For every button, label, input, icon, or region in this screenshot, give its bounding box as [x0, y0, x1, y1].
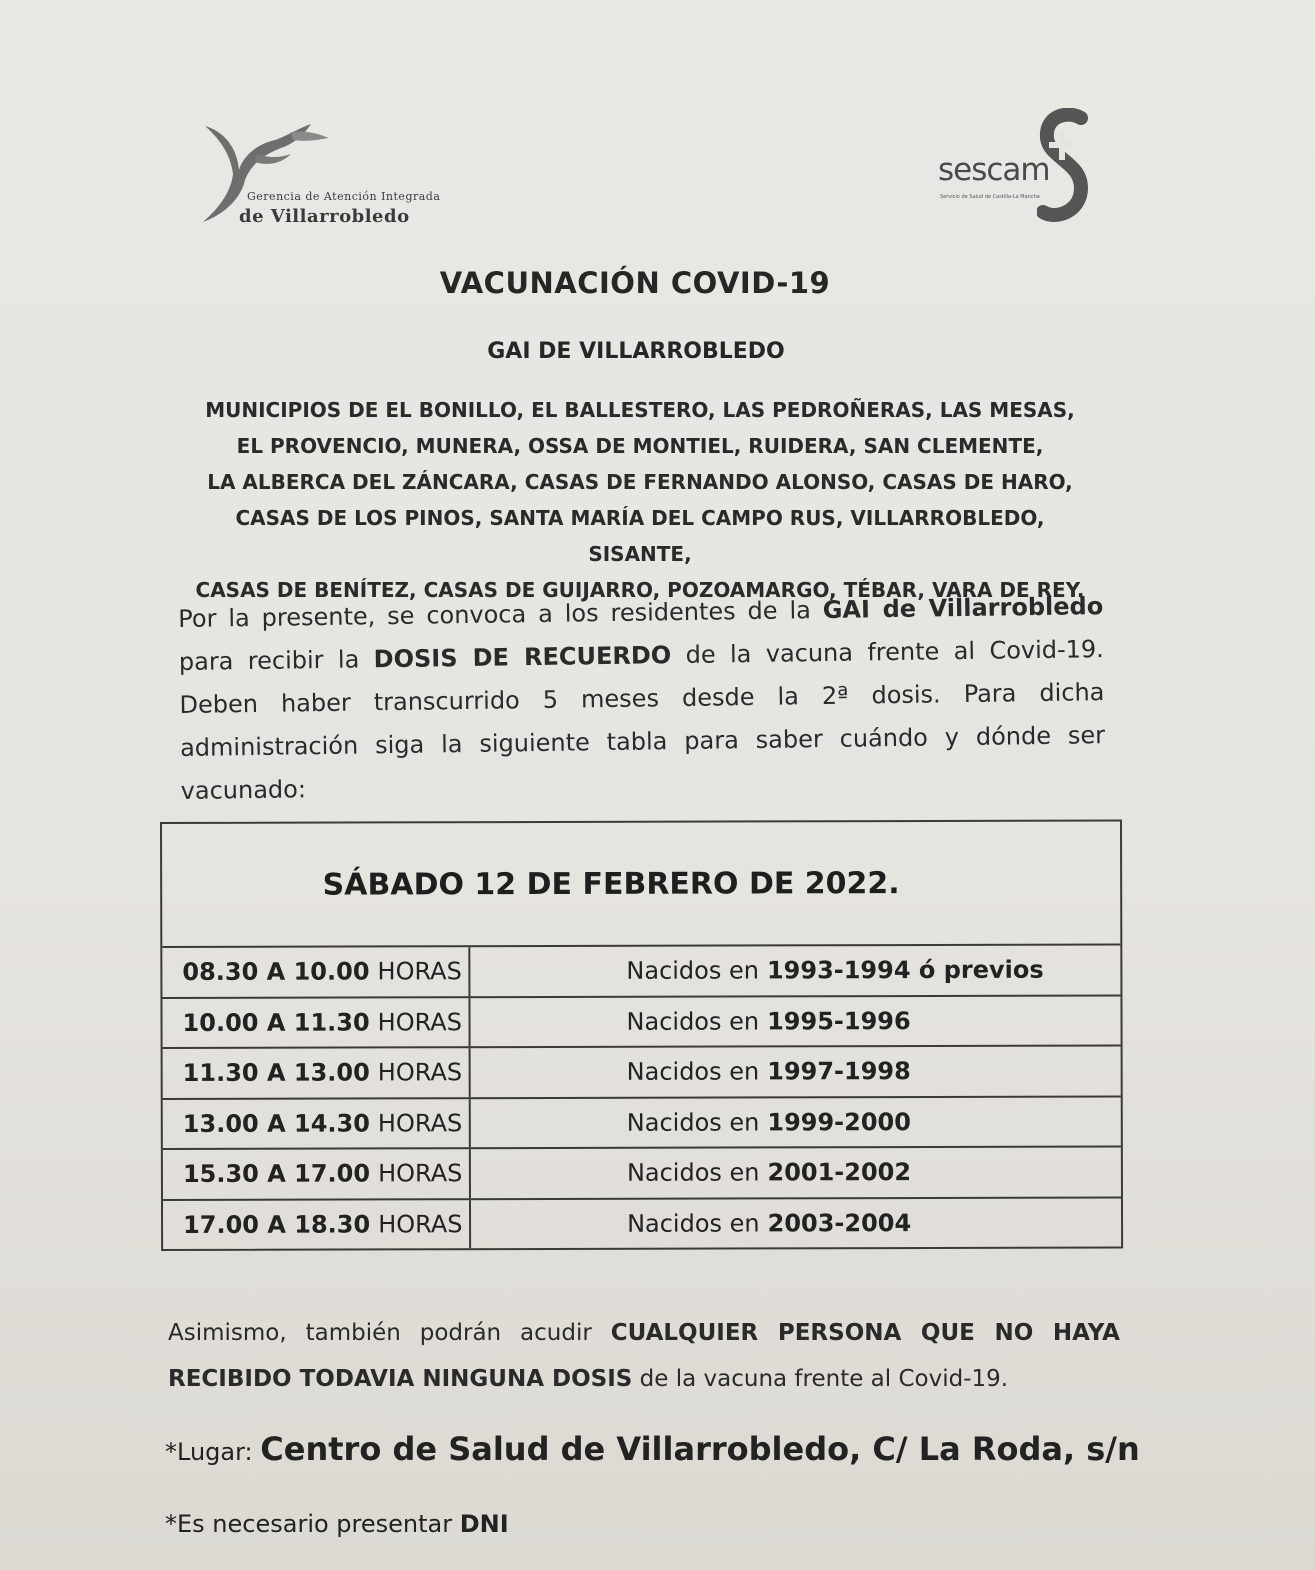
time-cell [163, 1149, 471, 1198]
birth-years: 2003-2004 [767, 1208, 912, 1238]
time-cell [162, 998, 470, 1047]
municipalities-line: CASAS DE BENÍTEZ, CASAS DE GUIJARRO, POZOAMARGO, TÉBAR, VARA DE REY. [195, 578, 1085, 602]
born-prefix: Nacidos en [626, 956, 759, 986]
birth-years: 1993-1994 ó previos [766, 955, 1044, 985]
municipalities-line: LA ALBERCA DEL ZÁNCARA, CASAS DE FERNANDO ALONSO, CASAS DE HARO, [207, 470, 1073, 494]
sescam-logo [935, 108, 1095, 228]
birth-years-cell [471, 1198, 1121, 1248]
also-text: Asimismo, también podrán acudir [168, 1320, 611, 1346]
intro-text: de la vacuna frente al Covid-19. Deben haber transcurrido 5 meses desde la 2ª dosis. Para dicha administración siga la siguiente tabla para saber cuándo y dónde ser vacunado: [179, 635, 1106, 805]
time-unit: HORAS [377, 957, 462, 986]
table-row [163, 1147, 1121, 1200]
also-text: de la vacuna frente al Covid-19. [632, 1366, 1009, 1392]
also-emphasis: CUALQUIER PERSONA QUE NO HAYA RECIBIDO TODAVIA NINGUNA DOSIS [168, 1320, 1120, 1392]
schedule-date: SÁBADO 12 DE FEBRERO DE 2022. [322, 865, 900, 903]
born-prefix: Nacidos en [626, 1057, 760, 1087]
time-range: 08.30 A 10.00 [182, 957, 370, 987]
location-line [165, 1430, 1140, 1468]
time-cell [163, 1048, 471, 1097]
gai-villarrobledo-logo [195, 118, 465, 233]
time-unit: HORAS [377, 1108, 463, 1138]
time-cell [162, 947, 470, 996]
municipalities-line: MUNICIPIOS DE EL BONILLO, EL BALLESTERO, LAS PEDROÑERAS, LAS MESAS, [205, 398, 1075, 422]
time-range: 17.00 A 18.30 [183, 1210, 371, 1239]
municipalities-list [195, 392, 1085, 608]
municipalities-line: CASAS DE LOS PINOS, SANTA MARÍA DEL CAMPO RUS, VILLARROBLEDO, SISANTE, [235, 506, 1045, 566]
also-paragraph [168, 1310, 1120, 1402]
table-row [162, 945, 1120, 998]
born-prefix: Nacidos en [626, 1158, 760, 1188]
table-row [163, 1198, 1121, 1249]
intro-gai-name: GAI de Villarrobledo [822, 592, 1104, 624]
intro-text: Por la presente, se convoca a los residentes de la [178, 596, 823, 633]
birth-years: 1999-2000 [767, 1107, 911, 1137]
birth-years: 2001-2002 [767, 1158, 912, 1187]
location-label: *Lugar: [165, 1438, 261, 1466]
time-range: 15.30 A 17.00 [182, 1159, 371, 1189]
birth-years: 1997-1998 [767, 1057, 911, 1086]
time-unit: HORAS [378, 1159, 463, 1188]
schedule-date-header [162, 821, 1120, 948]
time-range: 10.00 A 11.30 [182, 1008, 370, 1037]
intro-booster-dose: DOSIS DE RECUERDO [373, 641, 672, 674]
time-range: 11.30 A 13.00 [182, 1058, 370, 1088]
table-row [163, 1097, 1121, 1150]
birth-years: 1995-1996 [767, 1006, 911, 1036]
birth-years-cell [470, 996, 1120, 1046]
gai-logo-line2: de Villarrobledo [239, 206, 410, 227]
birth-years-cell [471, 1097, 1121, 1147]
schedule-table [160, 819, 1123, 1251]
time-unit: HORAS [377, 1007, 462, 1037]
intro-text: para recibir la [178, 645, 374, 676]
sescam-s-icon [1037, 108, 1093, 228]
time-cell [163, 1099, 471, 1148]
time-range: 13.00 A 14.30 [182, 1109, 370, 1138]
born-prefix: Nacidos en [626, 1108, 760, 1137]
sescam-subtitle: Servicio de Salud de Castilla-La Mancha [940, 194, 1040, 200]
page-subtitle: GAI DE VILLARROBLEDO [487, 339, 785, 364]
birth-years-cell [471, 1046, 1121, 1096]
born-prefix: Nacidos en [626, 1007, 760, 1036]
intro-paragraph [178, 585, 1106, 813]
time-unit: HORAS [377, 1058, 463, 1087]
location-value: Centro de Salud de Villarrobledo, C/ La Roda, s/n [260, 1430, 1140, 1468]
page-title: VACUNACIÓN COVID-19 [439, 266, 831, 300]
id-requirement-label: *Es necesario presentar [165, 1510, 460, 1538]
id-requirement-line [165, 1510, 509, 1538]
birth-years-cell [470, 945, 1120, 995]
birth-years-cell [471, 1147, 1121, 1197]
time-cell [163, 1200, 471, 1249]
id-requirement-value: DNI [459, 1510, 509, 1538]
time-unit: HORAS [378, 1209, 463, 1239]
sescam-wordmark: sescam [938, 152, 1050, 188]
gai-logo-line1: Gerencia de Atención Integrada [247, 190, 441, 203]
table-row [162, 996, 1120, 1049]
table-row [163, 1046, 1121, 1099]
born-prefix: Nacidos en [627, 1209, 760, 1238]
municipalities-line: EL PROVENCIO, MUNERA, OSSA DE MONTIEL, RUIDERA, SAN CLEMENTE, [236, 434, 1044, 458]
